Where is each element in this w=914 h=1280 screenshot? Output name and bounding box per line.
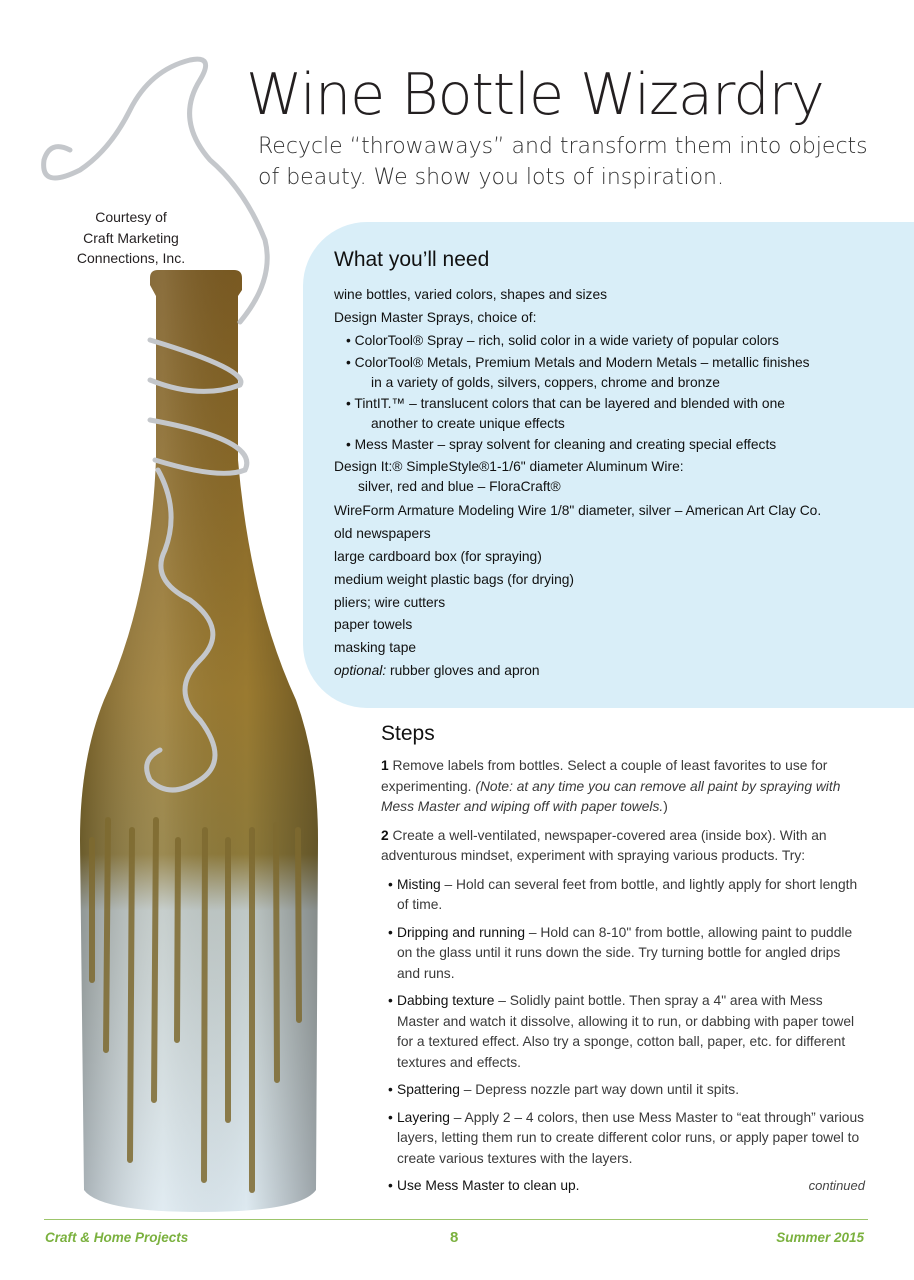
photo-credit-line: Connections, Inc. (76, 250, 186, 266)
page-title: Wine Bottle Wizardry (246, 62, 824, 128)
technique-text: – Solidly paint bottle. Then spray a 4" area with Mess Master and watch it dissolve, allowing it to run, or dabbing with paper towel for a textured effect. Also try a sponge, cotton ball, paper, etc. for different textures and effects. (397, 993, 855, 1070)
list-item: • Mess Master – spray solvent for cleaning and creating special effects (346, 436, 777, 452)
list-item: large cardboard box (for spraying) (334, 548, 542, 564)
materials-list (334, 284, 904, 683)
footer-issue: Summer 2015 (776, 1230, 864, 1245)
list-item: old newspapers (334, 526, 431, 542)
list-item: • ColorTool® Metals, Premium Metals and Modern Metals – metallic finishes (346, 354, 810, 370)
step-note: (Note: at any time you can remove all paint by spraying with Mess Master and wiping off with paper towels. (381, 778, 841, 814)
list-item: Design It:® SimpleStyle®1-1/6" diameter Aluminum Wire: (334, 458, 684, 474)
bullet-icon: • (388, 924, 393, 940)
continued-label: continued (808, 1178, 865, 1193)
list-item: medium weight plastic bags (for drying) (334, 571, 575, 587)
step-1 (381, 756, 865, 818)
bullet-icon: • (388, 993, 393, 1008)
bullet-icon: • (388, 876, 393, 892)
technique-term: Layering (397, 1109, 450, 1125)
list-item: another to create unique effects (371, 415, 565, 431)
list-item-optional (334, 660, 904, 683)
list-item: Design Master Sprays, choice of: (334, 309, 537, 325)
bullet-icon: • (388, 1109, 393, 1125)
footer-rule (44, 1219, 868, 1220)
page-subtitle: Recycle “throwaways” and transform them into objects of beauty. We show you lots of inspiration. (258, 134, 868, 190)
photo-credit-line: Craft Marketing (83, 229, 179, 246)
technique-item (381, 923, 865, 985)
technique-text: – Depress nozzle part way down until it spits. (459, 1082, 740, 1097)
technique-term: Spattering (397, 1082, 460, 1097)
technique-text: – Apply 2 – 4 colors, then use Mess Master to “eat through” various layers, letting them run to create different color runs, or apply paper towel to create various textures with the layers. (397, 1109, 865, 1166)
technique-item (381, 1176, 865, 1197)
step-number: 1 (381, 758, 389, 773)
technique-item (381, 875, 865, 916)
step-number: 2 (381, 827, 389, 843)
step-text: Create a well-ventilated, newspaper-covered area (inside box). With an adventurous mindset, experiment with spraying various products. Try: (381, 827, 827, 863)
photo-credit-line: Courtesy of (95, 209, 167, 225)
step-text: Remove labels from bottles. Select a couple of least favorites to use for experimenting. (381, 758, 828, 794)
list-item: • ColorTool® Spray – rich, solid color in a wide variety of popular colors (346, 332, 779, 348)
list-item: masking tape (334, 640, 417, 656)
list-item: wine bottles, varied colors, shapes and sizes (334, 287, 608, 302)
technique-term: Dabbing texture (397, 993, 495, 1008)
technique-term: Dripping and running (397, 924, 526, 940)
technique-text: – Hold can 8-10" from bottle, allowing paint to puddle on the glass until it runs down the side. Try turning bottle for angled drips and runs. (397, 924, 853, 981)
technique-text: – Hold can several feet from bottle, and lightly apply for short length of time. (397, 876, 858, 912)
technique-term: Use Mess Master to clean up. (397, 1178, 580, 1193)
list-item: • TintIT.™ – translucent colors that can be layered and blended with one (346, 395, 785, 411)
list-item: paper towels (334, 617, 413, 633)
optional-text: rubber gloves and apron (386, 662, 540, 678)
bullet-icon: • (388, 1178, 393, 1193)
list-item: WireForm Armature Modeling Wire 1/8" diameter, silver – American Art Clay Co. (334, 503, 822, 519)
list-item: in a variety of golds, silvers, coppers, chrome and bronze (371, 374, 720, 390)
list-item: silver, red and blue – FloraCraft® (358, 479, 561, 495)
step-2 (381, 826, 865, 867)
steps-heading: Steps (381, 722, 435, 745)
materials-heading: What you’ll need (334, 248, 490, 271)
technique-item (381, 991, 865, 1073)
technique-item (381, 1108, 865, 1170)
optional-label: optional: (334, 662, 387, 678)
footer-publication: Craft & Home Projects (45, 1230, 189, 1245)
materials-panel (303, 222, 914, 708)
technique-term: Misting (397, 876, 441, 892)
steps-section (381, 722, 865, 1204)
page-number: 8 (450, 1229, 459, 1246)
step-note-close: ) (663, 799, 668, 814)
photo-credit (70, 207, 192, 269)
bullet-icon: • (388, 1082, 393, 1097)
technique-item (381, 1080, 865, 1101)
list-item: pliers; wire cutters (334, 594, 446, 610)
